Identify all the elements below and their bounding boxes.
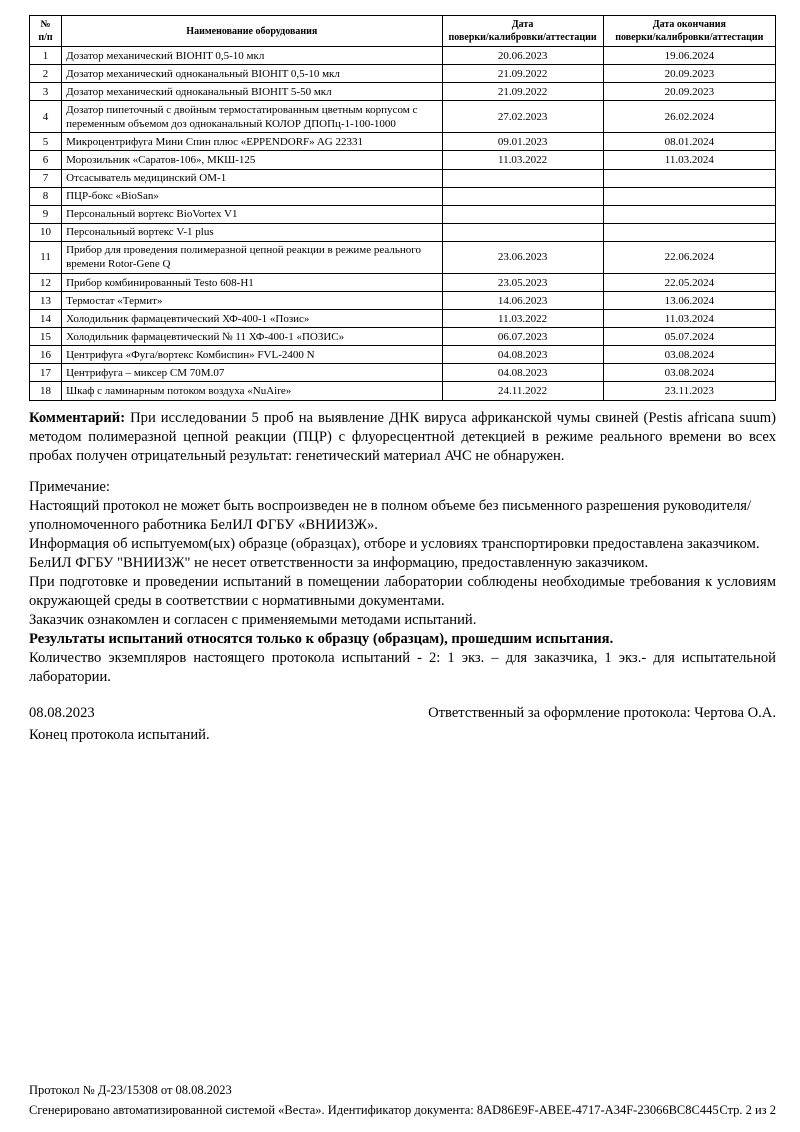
calibration-end-date: 11.03.2024 — [603, 151, 775, 169]
row-number: 1 — [30, 47, 62, 65]
table-row — [30, 187, 776, 205]
note-sample-info: Информация об испытуемом(ых) образце (образцах), отборе и условиях транспортировки предоставлена заказчиком. — [29, 535, 760, 552]
calibration-date: 23.05.2023 — [442, 274, 603, 292]
row-number: 3 — [30, 83, 62, 101]
equipment-name: Отсасыватель медицинский ОМ-1 — [62, 169, 442, 187]
equipment-name: Центрифуга «Фуга/вортекс Комбиспин» FVL-2400 N — [62, 346, 442, 364]
row-number: 11 — [30, 241, 62, 273]
calibration-date: 11.03.2022 — [442, 310, 603, 328]
page-footer — [29, 1080, 776, 1120]
col-header-calibration-end-date-line2: поверки/калибровки/аттестации — [615, 32, 764, 43]
calibration-date: 11.03.2022 — [442, 151, 603, 169]
calibration-end-date: 23.11.2023 — [603, 382, 775, 400]
calibration-end-date: 08.01.2024 — [603, 133, 775, 151]
row-number: 17 — [30, 364, 62, 382]
calibration-end-date: 13.06.2024 — [603, 292, 775, 310]
equipment-name: Персональный вортекс V-1 plus — [62, 223, 442, 241]
notes-section — [29, 478, 776, 687]
signoff-date: 08.08.2023 — [29, 704, 95, 721]
table-row — [30, 328, 776, 346]
equipment-table — [29, 15, 776, 401]
row-number: 14 — [30, 310, 62, 328]
equipment-name: Прибор комбинированный Testo 608-H1 — [62, 274, 442, 292]
calibration-date: 20.06.2023 — [442, 47, 603, 65]
calibration-date: 27.02.2023 — [442, 101, 603, 133]
footer-page-number: Стр. 2 из 2 — [719, 1103, 776, 1117]
calibration-date — [442, 223, 603, 241]
calibration-end-date — [603, 187, 775, 205]
row-number: 6 — [30, 151, 62, 169]
calibration-end-date: 20.09.2023 — [603, 65, 775, 83]
note-results-scope: Результаты испытаний относятся только к образцу (образцам), прошедшим испытания. — [29, 630, 614, 647]
equipment-name: Морозильник «Саратов-106», МКШ-125 — [62, 151, 442, 169]
table-row — [30, 310, 776, 328]
equipment-name: ПЦР-бокс «BioSan» — [62, 187, 442, 205]
calibration-date: 09.01.2023 — [442, 133, 603, 151]
note-responsibility: БелИЛ ФГБУ "ВНИИЗЖ" не несет ответственности за информацию, предоставленную заказчиком. — [29, 554, 649, 571]
calibration-date: 21.09.2022 — [442, 65, 603, 83]
table-row — [30, 274, 776, 292]
col-header-number-line1: № — [40, 19, 51, 30]
note-reproduction: Настоящий протокол не может быть воспроизведен не в полном объеме без письменного разрешения руководителя/уполномоченного работника БелИЛ ФГБУ «ВНИИЗЖ». — [29, 497, 752, 533]
equipment-name: Шкаф с ламинарным потоком воздуха «NuAire» — [62, 382, 442, 400]
table-row — [30, 382, 776, 400]
notes-title: Примечание: — [29, 478, 110, 495]
calibration-date: 04.08.2023 — [442, 346, 603, 364]
row-number: 12 — [30, 274, 62, 292]
col-header-calibration-date — [442, 16, 603, 47]
note-copies: Количество экземпляров настоящего протокола испытаний - 2: 1 экз. – для заказчика, 1 экз.- для испытательной лаборатории. — [29, 649, 776, 685]
row-number: 18 — [30, 382, 62, 400]
table-row — [30, 223, 776, 241]
calibration-date: 24.11.2022 — [442, 382, 603, 400]
calibration-end-date: 11.03.2024 — [603, 310, 775, 328]
equipment-name: Дозатор механический одноканальный BIOHIT 5-50 мкл — [62, 83, 442, 101]
calibration-end-date: 22.06.2024 — [603, 241, 775, 273]
row-number: 13 — [30, 292, 62, 310]
calibration-end-date: 26.02.2024 — [603, 101, 775, 133]
table-row — [30, 83, 776, 101]
calibration-end-date — [603, 169, 775, 187]
calibration-date — [442, 169, 603, 187]
col-header-number-line2: п/п — [38, 32, 53, 43]
calibration-end-date: 19.06.2024 — [603, 47, 775, 65]
equipment-name: Центрифуга – миксер СМ 70М.07 — [62, 364, 442, 382]
row-number: 10 — [30, 223, 62, 241]
equipment-name: Термостат «Термит» — [62, 292, 442, 310]
table-row — [30, 205, 776, 223]
equipment-name: Прибор для проведения полимеразной цепной реакции в режиме реального времени Rotor-Gene Q — [62, 241, 442, 273]
calibration-date: 06.07.2023 — [442, 328, 603, 346]
row-number: 16 — [30, 346, 62, 364]
signoff-row — [29, 704, 776, 723]
footer-protocol-number: Протокол № Д-23/15308 от 08.08.2023 — [29, 1083, 232, 1097]
table-row — [30, 169, 776, 187]
calibration-end-date: 03.08.2024 — [603, 346, 775, 364]
table-row — [30, 292, 776, 310]
table-row — [30, 346, 776, 364]
table-row — [30, 47, 776, 65]
row-number: 2 — [30, 65, 62, 83]
col-header-number — [30, 16, 62, 47]
equipment-name: Дозатор механический BIOHIT 0,5-10 мкл — [62, 47, 442, 65]
col-header-calibration-end-date-line1: Дата окончания — [652, 19, 726, 30]
comment-label: Комментарий: — [29, 409, 126, 426]
comment-text: При исследовании 5 проб на выявление ДНК вируса африканской чумы свиней (Pestis africana suum) методом полимеразной цепной реакции (ПЦР) с флуоресцентной детекцией в режиме реального времени во всех пробах получен отрицательный результат: генетический материал АЧС не обнаружен. — [29, 409, 776, 464]
comment-paragraph — [29, 409, 776, 466]
end-of-protocol-text: Конец протокола испытаний. — [29, 726, 210, 743]
calibration-end-date: 05.07.2024 — [603, 328, 775, 346]
calibration-date: 21.09.2022 — [442, 83, 603, 101]
table-row — [30, 364, 776, 382]
table-row — [30, 133, 776, 151]
footer-generated-text: Сгенерировано автоматизированной системой «Веста». Идентификатор документа: 8AD86E9F-ABEE-4717-A34F-23066BC8C445 — [29, 1103, 719, 1117]
table-header-row — [30, 16, 776, 47]
table-row — [30, 65, 776, 83]
equipment-name: Холодильник фармацевтический № 11 ХФ-400-1 «ПОЗИС» — [62, 328, 442, 346]
row-number: 15 — [30, 328, 62, 346]
col-header-calibration-date-line2: поверки/калибровки/аттестации — [448, 32, 597, 43]
row-number: 4 — [30, 101, 62, 133]
signoff-responsible: Ответственный за оформление протокола: Чертова О.А. — [428, 704, 776, 721]
table-row — [30, 151, 776, 169]
calibration-date: 04.08.2023 — [442, 364, 603, 382]
note-environment: При подготовке и проведении испытаний в помещении лаборатории соблюдены необходимые требования к условиям окружающей среды в соответствии с нормативными документами. — [29, 573, 776, 609]
footer-generated-row — [29, 1100, 776, 1120]
calibration-date — [442, 187, 603, 205]
calibration-date: 23.06.2023 — [442, 241, 603, 273]
equipment-name: Дозатор механический одноканальный BIOHIT 0,5-10 мкл — [62, 65, 442, 83]
col-header-calibration-date-line1: Дата — [511, 19, 534, 30]
equipment-name: Микроцентрифуга Мини Спин плюс «EPPENDORF» AG 22331 — [62, 133, 442, 151]
table-row — [30, 241, 776, 273]
calibration-end-date: 20.09.2023 — [603, 83, 775, 101]
equipment-name: Дозатор пипеточный с двойным термостатированным цветным корпусом с переменным объемом доз одноканальный КОЛОР ДПОПц-1-100-1000 — [62, 101, 442, 133]
row-number: 8 — [30, 187, 62, 205]
equipment-name: Персональный вортекс BioVortex V1 — [62, 205, 442, 223]
note-customer-agreed: Заказчик ознакомлен и согласен с применяемыми методами испытаний. — [29, 611, 477, 628]
col-header-equipment-name: Наименование оборудования — [62, 16, 442, 47]
col-header-calibration-end-date — [603, 16, 775, 47]
calibration-end-date — [603, 223, 775, 241]
row-number: 5 — [30, 133, 62, 151]
equipment-name: Холодильник фармацевтический ХФ-400-1 «Позис» — [62, 310, 442, 328]
row-number: 9 — [30, 205, 62, 223]
table-row — [30, 101, 776, 133]
calibration-date: 14.06.2023 — [442, 292, 603, 310]
calibration-end-date — [603, 205, 775, 223]
row-number: 7 — [30, 169, 62, 187]
calibration-end-date: 03.08.2024 — [603, 364, 775, 382]
calibration-end-date: 22.05.2024 — [603, 274, 775, 292]
calibration-date — [442, 205, 603, 223]
